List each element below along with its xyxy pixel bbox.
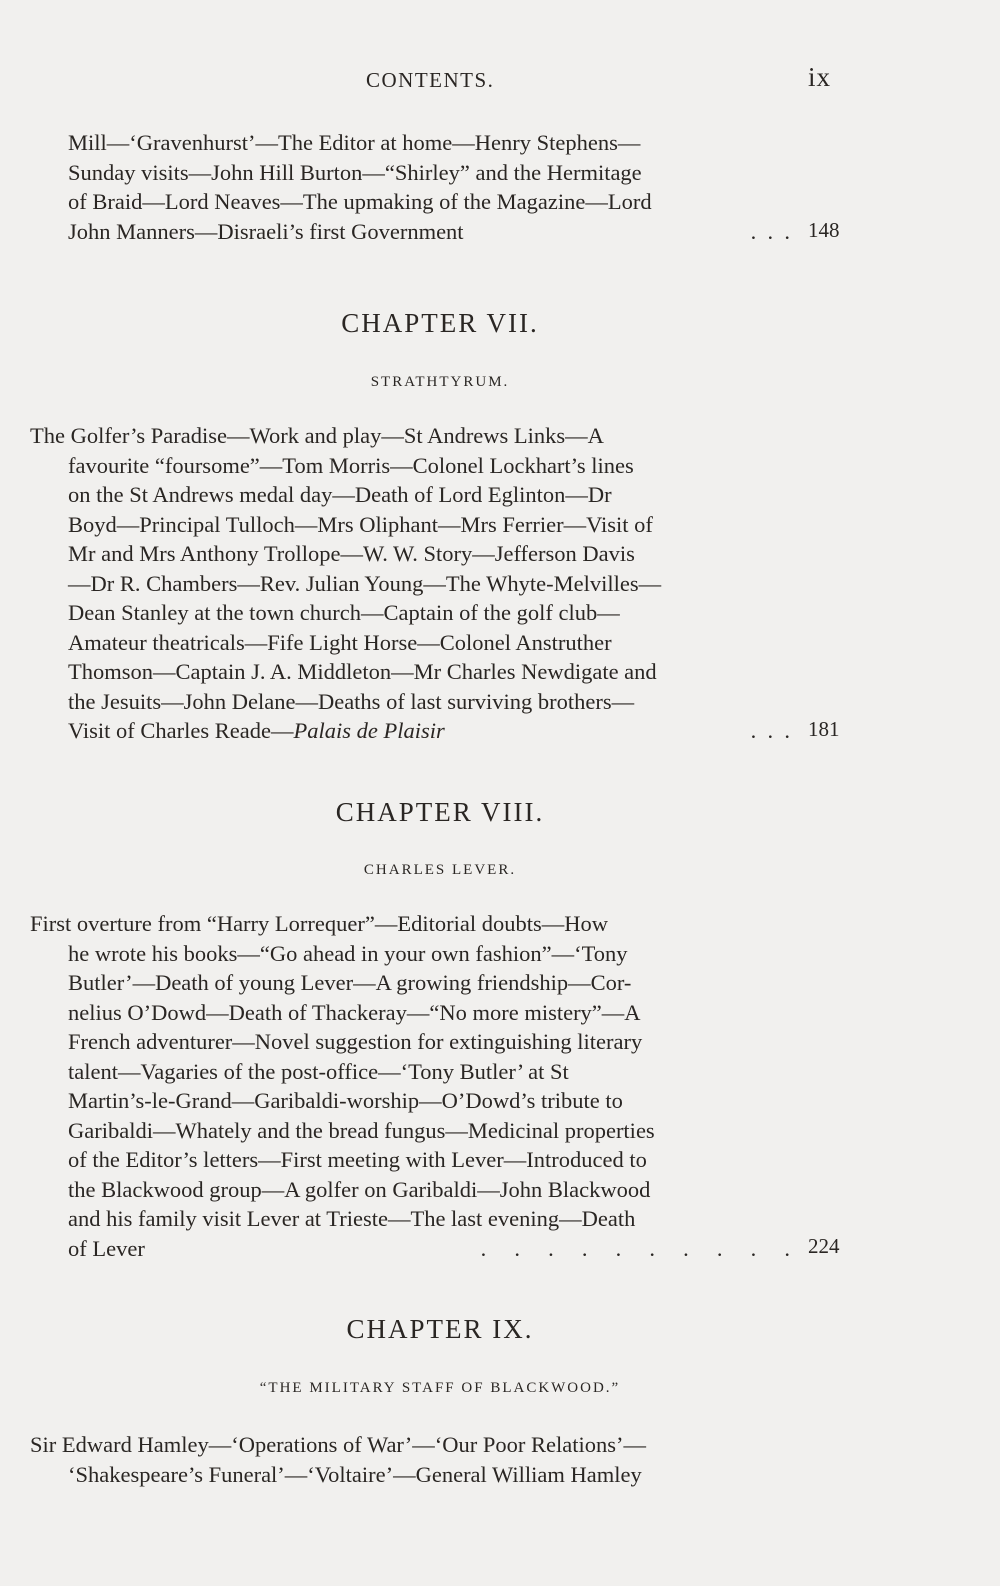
contents-line: and his family visit Lever at Trieste—The last evening—Death [68, 1206, 636, 1231]
chapter-8-summary [30, 909, 790, 1263]
contents-line: Thomson—Captain J. A. Middleton—Mr Charles Newdigate and [68, 659, 657, 684]
contents-line: French adventurer—Novel suggestion for extinguishing literary [68, 1029, 643, 1054]
contents-line: Dean Stanley at the town church—Captain of the golf club— [68, 600, 620, 625]
contents-line: Visit of Charles Reade— [68, 718, 294, 743]
chapter-heading: CHAPTER IX. [346, 1314, 534, 1344]
contents-line: of the Editor’s letters—First meeting with Lever—Introduced to [68, 1147, 647, 1172]
contents-line: Boyd—Principal Tulloch—Mrs Oliphant—Mrs Ferrier—Visit of [68, 511, 653, 537]
dot-leader: . . . [750, 218, 790, 244]
chapter-9-summary [30, 1430, 790, 1489]
chapter-6-contents-continuation [30, 128, 790, 246]
contents-line: nelius O’Dowd—Death of Thackeray—“No more mistery”—A [68, 999, 641, 1025]
contents-line: the Jesuits—John Delane—Deaths of last surviving brothers— [68, 688, 635, 714]
chapter-7-summary [30, 421, 790, 746]
contents-line: Mr and Mrs Anthony Trollope—W. W. Story—Jefferson Davis [68, 541, 635, 566]
contents-line: The Golfer’s Paradise—Work and play—St Andrews Links—A [30, 423, 604, 448]
running-head-title: CONTENTS. [366, 68, 495, 92]
dot-leader: . . . . . . . . . . [480, 1235, 790, 1261]
contents-line: ‘Shakespeare’s Funeral’—‘Voltaire’—General William Hamley [68, 1461, 642, 1487]
contents-line: the Blackwood group—A golfer on Garibaldi—John Blackwood [68, 1176, 651, 1202]
dot-leader: . . . [750, 718, 790, 743]
contents-line: of Braid—Lord Neaves—The upmaking of the Magazine—Lord [68, 189, 652, 214]
chapter-subtitle: “THE MILITARY STAFF OF BLACKWOOD.” [259, 1380, 621, 1396]
contents-line: —Dr R. Chambers—Rev. Julian Young—The Whyte-Melvilles— [68, 570, 662, 596]
chapter-7-page-ref: 181 [808, 717, 840, 741]
chapter-subtitle: CHARLES LEVER. [363, 862, 517, 878]
contents-line: Mill—‘Gravenhurst’—The Editor at home—Henry Stephens— [68, 130, 641, 155]
contents-line: on the St Andrews medal day—Death of Lord Eglinton—Dr [68, 482, 612, 507]
contents-last-line [30, 1234, 790, 1264]
contents-line: talent—Vagaries of the post-office—‘Tony Butler’ at St [68, 1058, 569, 1084]
contents-line: favourite “foursome”—Tom Morris—Colonel Lockhart’s lines [68, 452, 634, 478]
contents-line: Butler’—Death of young Lever—A growing friendship—Cor- [68, 970, 632, 995]
italic-title: Palais de Plaisir [293, 718, 445, 743]
contents-line: he wrote his books—“Go ahead in your own fashion”—‘Tony [68, 940, 628, 966]
chapter-heading: CHAPTER VII. [341, 308, 539, 338]
chapter-6-page-ref: 148 [808, 218, 840, 242]
contents-line: Amateur theatricals—Fife Light Horse—Colonel Anstruther [68, 629, 612, 655]
chapter-heading: CHAPTER VIII. [335, 797, 545, 827]
contents-line: John Manners—Disraeli’s first Government [68, 218, 464, 244]
chapter-8-page-ref: 224 [808, 1234, 840, 1258]
page-number: ix [808, 62, 832, 92]
chapter-subtitle: STRATHTYRUM. [370, 374, 510, 390]
contents-line: First overture from “Harry Lorrequer”—Editorial doubts—How [30, 911, 608, 936]
contents-line: Sir Edward Hamley—‘Operations of War’—‘Our Poor Relations’— [30, 1432, 646, 1457]
contents-line: Garibaldi—Whately and the bread fungus—Medicinal properties [68, 1117, 655, 1143]
contents-last-line [30, 716, 790, 746]
contents-line: Sunday visits—John Hill Burton—“Shirley” and the Hermitage [68, 159, 642, 185]
contents-last-line [30, 217, 790, 247]
contents-line: of Lever [68, 1235, 145, 1261]
running-head [0, 62, 1000, 102]
contents-line: Martin’s-le-Grand—Garibaldi-worship—O’Dowd’s tribute to [68, 1088, 623, 1113]
